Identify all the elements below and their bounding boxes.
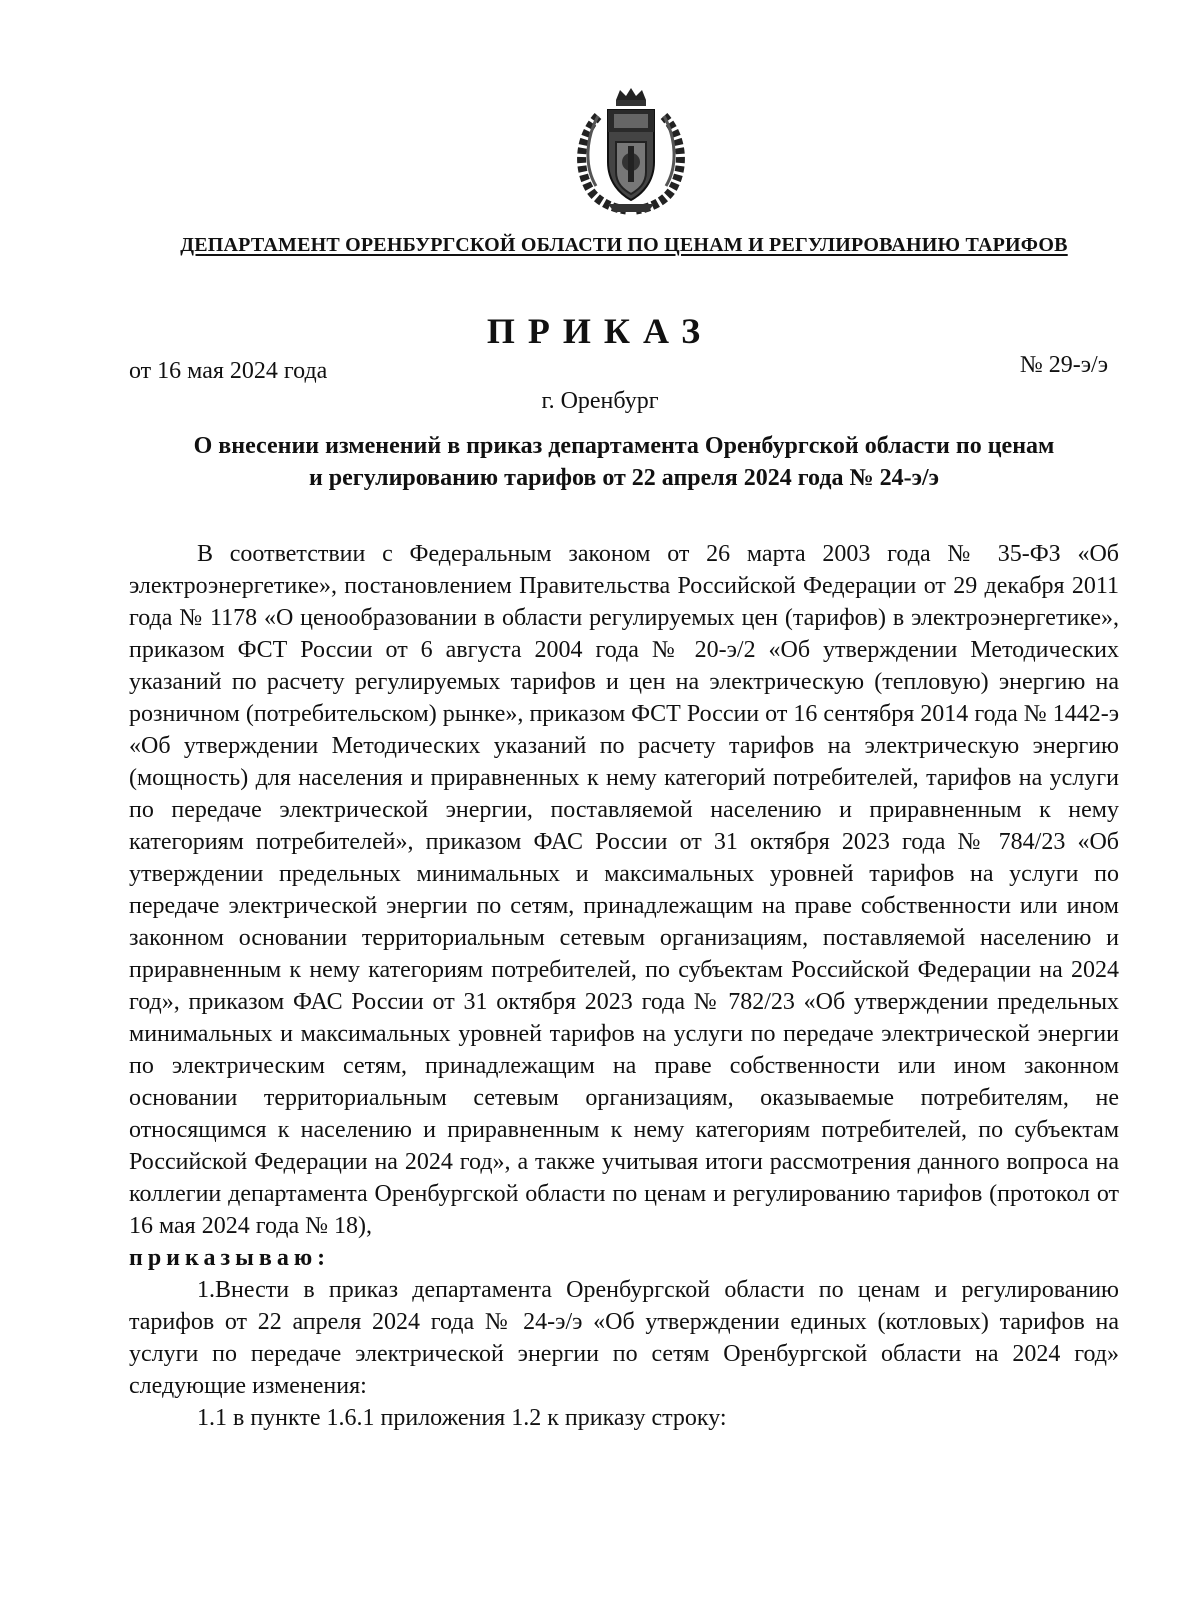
order-title-line: и регулированию тарифов от 22 апреля 2024 года № 24-э/э bbox=[308, 465, 940, 491]
department-name: ДЕПАРТАМЕНТ ОРЕНБУРГСКОЙ ОБЛАСТИ ПО ЦЕНАМ И РЕГУЛИРОВАНИЮ ТАРИФОВ bbox=[180, 234, 1068, 256]
order-body bbox=[129, 538, 1119, 1434]
order-date: от 16 мая 2024 года bbox=[129, 358, 328, 384]
order-title-line: О внесении изменений в приказ департамента Оренбургской области по ценам bbox=[193, 433, 1055, 459]
coat-of-arms-icon bbox=[568, 86, 694, 216]
item-1-1-paragraph: 1.1 в пункте 1.6.1 приложения 1.2 к приказу строку: bbox=[197, 1405, 727, 1431]
document-type-heading: ПРИКАЗ bbox=[486, 311, 714, 351]
order-number: № 29-э/э bbox=[1019, 352, 1108, 378]
order-title bbox=[129, 430, 1119, 494]
order-word: приказываю: bbox=[129, 1245, 331, 1271]
coat-of-arms-emblem bbox=[568, 86, 694, 216]
item-1-paragraph: 1.Внести в приказ департамента Оренбургской области по ценам и регулированию тарифов от 22 апреля 2024 года № 24-э/э «Об утверждении единых (котловых) тарифов на услуги по передаче электрической энергии по сетям Оренбургской области на 2024 год» следующие изменения: bbox=[129, 1277, 1119, 1399]
preamble-paragraph: В соответствии с Федеральным законом от 26 марта 2003 года № 35-ФЗ «Об электроэнергетике», постановлением Правительства Российской Федерации от 29 декабря 2011 года № 1178 «О ценообразовании в области регулируемых цен (тарифов) в электроэнергетике», приказом ФСТ России от 6 августа 2004 года № 20-э/2 «Об утверждении Методических указаний по расчету регулируемых тарифов и цен на электрическую (тепловую) энергию на розничном (потребительском) рынке», приказом ФСТ России от 16 сентября 2014 года № 1442-э «Об утверждении Методических указаний по расчету тарифов на электрическую энергию (мощность) для населения и приравненных к нему категорий потребителей, тарифов на услуги по передаче электрической энергии, поставляемой населению и приравненным к нему категориям потребителей», приказом ФАС России от 31 октября 2023 года № 784/23 «Об утверждении предельных минимальных и максимальных уровней тарифов на услуги по передаче электрической энергии по сетям, принадлежащим на праве собственности или ином законном основании территориальным сетевым организациям, поставляемой населению и приравненным к нему категориям потребителей, по субъектам Российской Федерации на 2024 год», приказом ФАС России от 31 октября 2023 года № 782/23 «Об утверждении предельных минимальных и максимальных уровней тарифов на услуги по передаче электрической энергии по электрическим сетям, принадлежащим на праве собственности или ином законном основании территориальным сетевым организациям, оказываемые потребителям, не относящимся к населению и приравненным к нему категориям потребителей, по субъектам Российской Федерации на 2024 год», а также учитывая итоги рассмотрения данного вопроса на коллегии департамента Оренбургской области по ценам и регулированию тарифов (протокол от 16 мая 2024 года № 18), bbox=[129, 541, 1119, 1239]
city-name: г. Оренбург bbox=[541, 388, 659, 414]
